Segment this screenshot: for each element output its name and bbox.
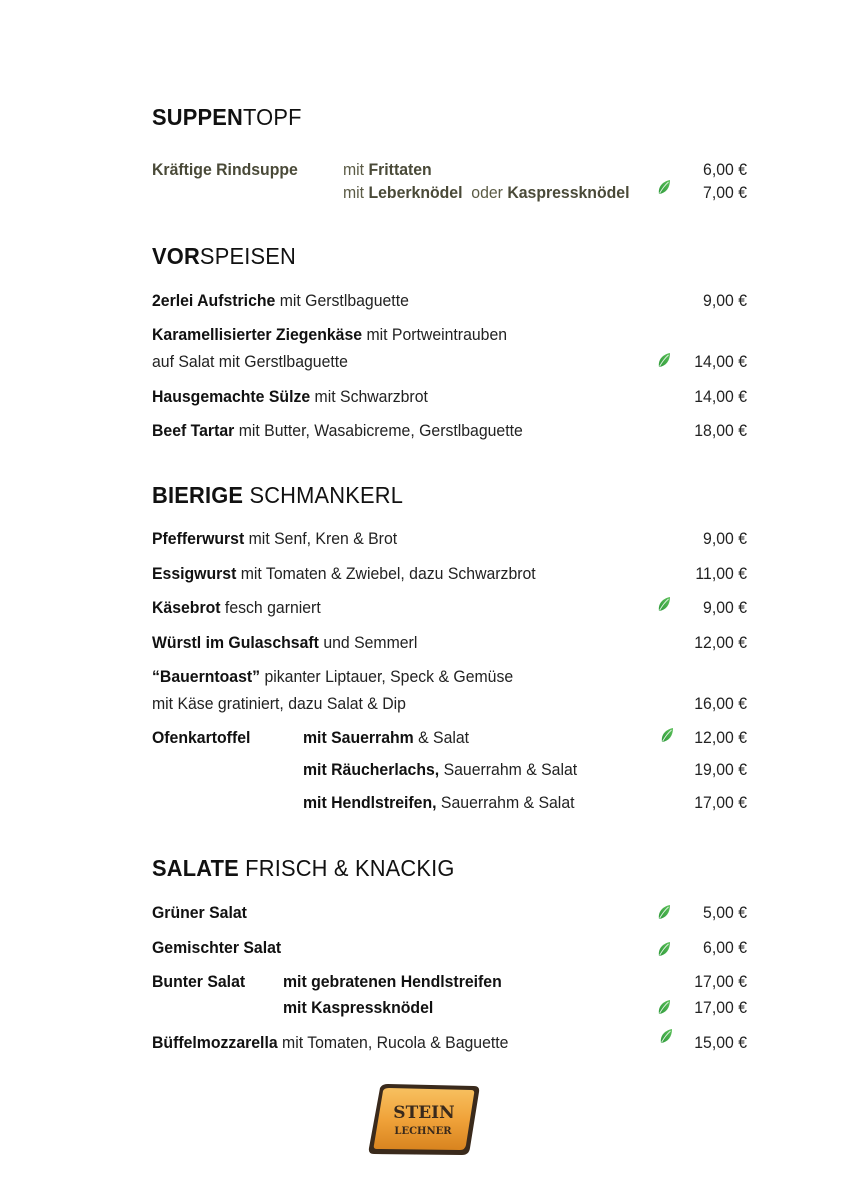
menu-item-price: 6,00 € bbox=[703, 160, 747, 179]
menu-item: Pfefferwurst mit Senf, Kren & Brot bbox=[152, 529, 398, 548]
section-title-bierige-schmankerl: BIERIGE SCHMANKERL bbox=[152, 482, 404, 508]
menu-item-option: mit Sauerrahm & Salat bbox=[303, 728, 470, 747]
menu-item-price: 9,00 € bbox=[703, 529, 747, 548]
menu-item-price: 7,00 € bbox=[703, 183, 747, 202]
menu-item-option: mit Hendlstreifen, Sauerrahm & Salat bbox=[303, 793, 575, 812]
menu-item-price: 6,00 € bbox=[703, 938, 747, 957]
menu-item-price: 17,00 € bbox=[694, 793, 747, 812]
menu-item-line2: mit Käse gratiniert, dazu Salat & Dip bbox=[152, 694, 406, 713]
menu-item: Essigwurst mit Tomaten & Zwiebel, dazu Schwarzbrot bbox=[152, 564, 536, 583]
menu-item-price: 18,00 € bbox=[694, 421, 747, 440]
menu-item-name: Bunter Salat bbox=[152, 972, 246, 991]
menu-item-price: 15,00 € bbox=[694, 1033, 747, 1052]
menu-item-price: 19,00 € bbox=[694, 760, 747, 779]
menu-item: Beef Tartar mit Butter, Wasabicreme, Gerstlbaguette bbox=[152, 421, 523, 440]
menu-item-price: 9,00 € bbox=[703, 598, 747, 617]
menu-item-price: 16,00 € bbox=[694, 694, 747, 713]
menu-item: Gemischter Salat bbox=[152, 938, 282, 957]
menu-item-price: 17,00 € bbox=[694, 972, 747, 991]
section-title-salate: SALATE FRISCH & KNACKIG bbox=[152, 855, 455, 881]
menu-item-price: 12,00 € bbox=[694, 633, 747, 652]
menu-item: Karamellisierter Ziegenkäse mit Portweintrauben bbox=[152, 325, 508, 344]
menu-item-price: 12,00 € bbox=[694, 728, 747, 747]
menu-item: Büffelmozzarella mit Tomaten, Rucola & Baguette bbox=[152, 1033, 509, 1052]
menu-item-price: 14,00 € bbox=[694, 352, 747, 371]
menu-item-line2: auf Salat mit Gerstlbaguette bbox=[152, 352, 348, 371]
logo-text-stein: STEIN bbox=[393, 1103, 455, 1123]
menu-item: Hausgemachte Sülze mit Schwarzbrot bbox=[152, 387, 428, 406]
menu-item-price: 9,00 € bbox=[703, 291, 747, 310]
menu-item-name: Ofenkartoffel bbox=[152, 728, 251, 747]
menu-item-option: mit Frittaten bbox=[343, 160, 432, 179]
menu-item: 2erlei Aufstriche mit Gerstlbaguette bbox=[152, 291, 409, 310]
menu-item: “Bauerntoast” pikanter Liptauer, Speck & Gemüse bbox=[152, 667, 514, 686]
section-title-vorspeisen: VORSPEISEN bbox=[152, 243, 296, 269]
menu-item: Würstl im Gulaschsaft und Semmerl bbox=[152, 633, 418, 652]
menu-item-option: mit Leberknödel oder Kaspressknödel bbox=[343, 183, 630, 202]
menu-item-name: Kräftige Rindsuppe bbox=[152, 160, 298, 179]
menu-item-price: 17,00 € bbox=[694, 998, 747, 1017]
logo-text-lechner: LECHNER bbox=[394, 1126, 452, 1137]
menu-item-option: mit gebratenen Hendlstreifen bbox=[283, 972, 502, 991]
menu-item-price: 14,00 € bbox=[694, 387, 747, 406]
menu-item: Grüner Salat bbox=[152, 903, 247, 922]
menu-item-price: 5,00 € bbox=[703, 903, 747, 922]
menu-item-option: mit Kaspressknödel bbox=[283, 998, 434, 1017]
menu-item-option: mit Räucherlachs, Sauerrahm & Salat bbox=[303, 760, 578, 779]
steinlechner-logo bbox=[366, 1082, 482, 1158]
menu-item-price: 11,00 € bbox=[695, 564, 747, 583]
menu-item: Käsebrot fesch garniert bbox=[152, 598, 321, 617]
section-title-suppentopf: SUPPENTOPF bbox=[152, 104, 302, 130]
